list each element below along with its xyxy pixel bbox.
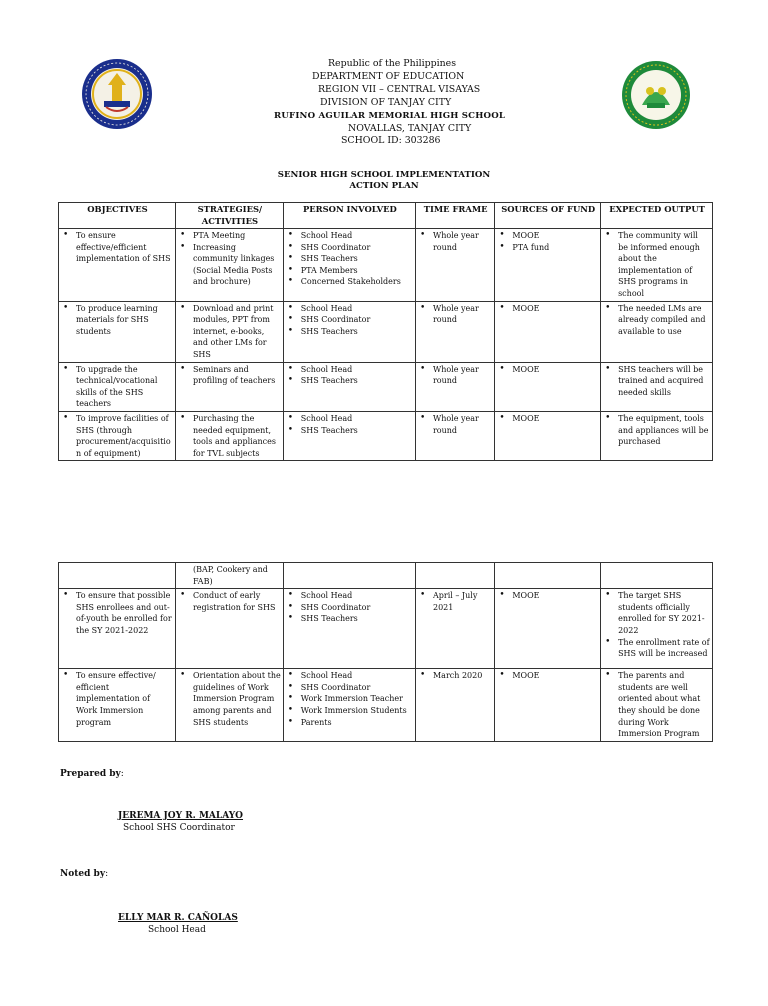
list-item: • Conduct of early registration for SHS xyxy=(179,590,281,613)
col-strategies: STRATEGIES/ ACTIVITIES xyxy=(175,203,283,229)
header-school: RUFINO AGUILAR MEMORIAL HIGH SCHOOL xyxy=(274,111,506,121)
list-item: • Whole year round xyxy=(419,303,492,326)
list-item: • SHS Coordinator xyxy=(287,314,413,326)
list-item: • Download and print modules, PPT from internet, e-books, and other LMs for SHS xyxy=(179,303,281,361)
list-item: • MOOE xyxy=(498,230,598,242)
list-item: • Orientation about the guidelines of Work Immersion Program among parents and SHS students xyxy=(179,670,281,728)
col-expected-output: EXPECTED OUTPUT xyxy=(601,203,713,229)
action-plan-table-continued xyxy=(58,562,713,742)
list-item: • To ensure effective/efficient implementation of SHS xyxy=(62,230,173,265)
list-item: • PTA Members xyxy=(287,265,413,277)
header-department: DEPARTMENT OF EDUCATION xyxy=(312,71,465,82)
header-region: REGION VII – CENTRAL VISAYAS xyxy=(318,84,481,95)
list-item: • School Head xyxy=(287,303,413,315)
list-item: • Parents xyxy=(287,717,413,729)
col-time-frame: TIME FRAME xyxy=(415,203,494,229)
list-item: • Work Immersion Teacher xyxy=(287,693,413,705)
list-item: • School Head xyxy=(287,364,413,376)
noted-by-title: School Head xyxy=(148,925,206,935)
table-row xyxy=(59,563,713,589)
list-item: • The enrollment rate of SHS will be increased xyxy=(604,637,710,660)
table-row xyxy=(59,362,713,411)
list-item: • SHS Teachers xyxy=(287,326,413,338)
action-plan-table xyxy=(58,202,713,461)
list-item: • School Head xyxy=(287,670,413,682)
table-row xyxy=(59,229,713,302)
list-item: • Whole year round xyxy=(419,230,492,253)
list-item: • MOOE xyxy=(498,413,598,425)
list-item: • The equipment, tools and appliances will be purchased xyxy=(604,413,710,448)
list-item: • SHS teachers will be trained and acquired needed skills xyxy=(604,364,710,399)
list-item: • Increasing community linkages (Social Media Posts and brochure) xyxy=(179,242,281,288)
list-item: • PTA Meeting xyxy=(179,230,281,242)
list-item: • April – July 2021 xyxy=(419,590,492,613)
list-item: • SHS Teachers xyxy=(287,613,413,625)
school-seal-icon xyxy=(80,57,154,131)
list-item: • PTA fund xyxy=(498,242,598,254)
list-item: • MOOE xyxy=(498,670,598,682)
header-division: DIVISION OF TANJAY CITY xyxy=(320,97,452,108)
list-item: • March 2020 xyxy=(419,670,492,682)
list-item: • School Head xyxy=(287,590,413,602)
list-item: • MOOE xyxy=(498,364,598,376)
list-item: • Seminars and profiling of teachers xyxy=(179,364,281,387)
list-item: • SHS Teachers xyxy=(287,253,413,265)
list-item: • The parents and students are well oriented about what they should be done during Work Immersion Program xyxy=(604,670,710,740)
list-item: • SHS Coordinator xyxy=(287,602,413,614)
col-objectives: OBJECTIVES xyxy=(59,203,176,229)
list-item: • To ensure effective/ efficient implementation of Work Immersion program xyxy=(62,670,173,728)
list-item: • Whole year round xyxy=(419,413,492,436)
plan-subtitle: ACTION PLAN xyxy=(349,181,419,191)
prepared-by-name: JEREMA JOY R. MALAYO xyxy=(118,811,244,821)
list-item: • To ensure that possible SHS enrollees and out-of-youth be enrolled for the SY 2021-2022 xyxy=(62,590,173,636)
list-item: • Work Immersion Students xyxy=(287,705,413,717)
list-item: • To produce learning materials for SHS students xyxy=(62,303,173,338)
col-persons: PERSON INVOLVED xyxy=(283,203,415,229)
list-item: • The needed LMs are already compiled and available to use xyxy=(604,303,710,338)
list-item: • The community will be informed enough about the implementation of SHS programs in school xyxy=(604,230,710,300)
list-item: • To improve facilities of SHS (through procurement/acquisitio n of equipment) xyxy=(62,413,173,459)
list-item: • SHS Coordinator xyxy=(287,682,413,694)
table-header-row xyxy=(59,203,713,229)
table-row xyxy=(59,669,713,742)
list-item: • Purchasing the needed equipment, tools and appliances for TVL subjects xyxy=(179,413,281,459)
list-item: • MOOE xyxy=(498,590,598,602)
list-item: • SHS Coordinator xyxy=(287,242,413,254)
header-address: NOVALLAS, TANJAY CITY xyxy=(348,123,472,134)
list-item: • The target SHS students officially enrolled for SY 2021-2022 xyxy=(604,590,710,636)
list-item: • School Head xyxy=(287,230,413,242)
header-school-id: SCHOOL ID: 303286 xyxy=(341,135,441,146)
prepared-by-title: School SHS Coordinator xyxy=(123,823,235,833)
header-republic: Republic of the Philippines xyxy=(328,58,457,69)
noted-by-name: ELLY MAR R. CAÑOLAS xyxy=(118,913,238,923)
list-item: • Concerned Stakeholders xyxy=(287,276,413,288)
plan-title: SENIOR HIGH SCHOOL IMPLEMENTATION xyxy=(277,170,491,180)
list-item: • Whole year round xyxy=(419,364,492,387)
list-item: • SHS Teachers xyxy=(287,425,413,437)
division-seal-icon xyxy=(620,59,692,131)
list-item: • School Head xyxy=(287,413,413,425)
prepared-by-label: Prepared by: xyxy=(60,769,124,779)
list-item: • To upgrade the technical/vocational skills of the SHS teachers xyxy=(62,364,173,410)
table-row xyxy=(59,589,713,669)
col-sources-of-fund: SOURCES OF FUND xyxy=(495,203,601,229)
list-item: • SHS Teachers xyxy=(287,375,413,387)
noted-by-label: Noted by: xyxy=(60,869,109,879)
list-item: • MOOE xyxy=(498,303,598,315)
continued-text: (BAP, Cookery and FAB) xyxy=(175,563,283,589)
table-row xyxy=(59,301,713,362)
table-row xyxy=(59,411,713,460)
